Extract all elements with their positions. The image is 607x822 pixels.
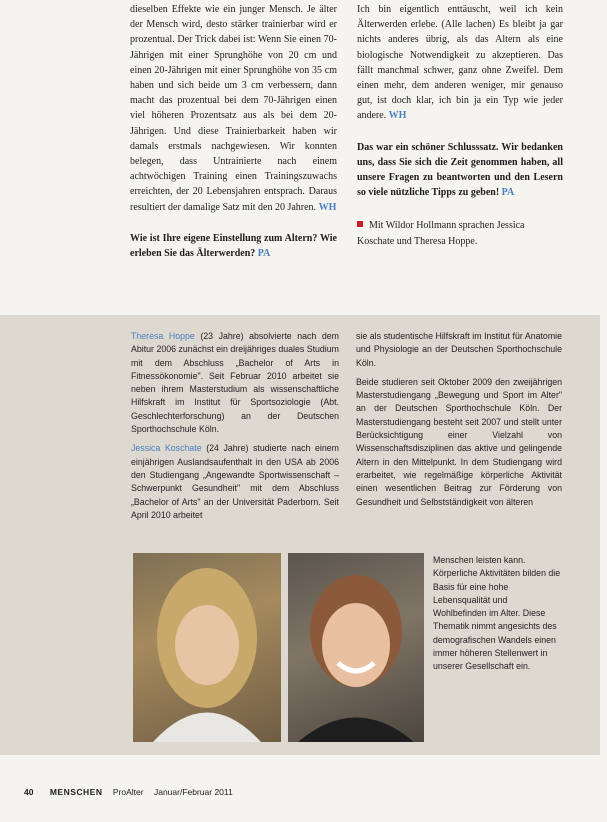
page-footer: [24, 787, 584, 797]
issue-date: Januar/Februar 2011: [153, 787, 233, 797]
interview-question: Wie ist Ihre eigene Einstellung zum Altern? Wie erleben Sie das Älterwerden? PA: [130, 232, 337, 260]
bullet-square-icon: [357, 221, 363, 227]
page-number: 40: [24, 787, 34, 797]
bio-jessica: Jessica Koschate (24 Jahre) studierte nach einem einjährigen Auslandsaufenthalt in den USA ab 2006 den Studiengang „Angewandte Sportwissenschaft – Schwerpunkt Gesundheit" mit dem Abschluss „Bachelor of Arts" an der Universität Paderborn. Seit April 2010 arbeitet: [131, 443, 339, 520]
bio-activity-text: Menschen leisten kann. Körperliche Aktivitäten bilden die Basis für eine hohe Lebensqualität und Wohlbefinden im Alter. Diese Thematik nimmt angesichts des demografischen Wandels einen immer höheren Stellenwert in unserer Gesellschaft ein.: [433, 555, 561, 672]
author-name-theresa: Theresa Hoppe: [131, 331, 195, 341]
portrait-photo-jessica: [288, 553, 424, 742]
author-name-jessica: Jessica Koschate: [131, 443, 202, 454]
bio-continuation: sie als studentische Hilfskraft im Institut für Anatomie und Physiologie an der Deutschen Sporthochschule Köln.: [356, 331, 562, 368]
portrait-photo-theresa: [133, 553, 281, 742]
bio-column-left: [131, 330, 339, 522]
interview-answer-paragraph: Ich bin eigentlich enttäuscht, weil ich kein Älterwerden erlebe. (Alle lachen) Es bleibt ja gar nichts anderes übrig, als das Altern als eine biologische Notwendigkeit zu akzeptieren. Das fällt manchmal schwer, ganz ohne Zweifel. Dem einen mehr, dem anderen weniger, mir genauso gut, ist doch klar, ich bin ja ein Typ wie jeder andere. WH: [357, 4, 563, 122]
bio-master-program: Beide studieren seit Oktober 2009 den zweijährigen Masterstudiengang „Bewegung und Sport im Alter" an der Deutschen Sporthochschule Köln. Der Masterstudiengang besteht seit 2007 und stellt unter Berücksichtigung einer Vielzahl von Wissenschaftsdisziplinen das aktive und gelingende Altern in den Mittelpunkt. In dem Studiengang wird erarbeitet, wie regelmäßige körperliche Aktivität einen wesentlichen Beitrag zur Förderung von Gesundheit und Selbstständigkeit von älteren: [356, 376, 562, 507]
bio-column-right: [356, 330, 562, 509]
speaker-tag-pa: PA: [257, 248, 271, 260]
interview-answer-paragraph: dieselben Effekte wie ein junger Mensch. Je älter der Mensch wird, desto stärker trainierbar wird er prozentual. Der Trick dabei ist: Wenn Sie einen 70-Jährigen mit einer Sprunghöhe von 20 cm und einen 20-Jährigen mit einer Sprunghöhe von 35 cm haben und sich beide um 3 cm verbessern, dann macht das prozentual bei dem 70-Jährigen einen viel höheren Prozentsatz aus als bei dem 20-Jährigen. Und diese Trainierbarkeit haben wir damals erstmals nachgewiesen. Wir konnten belegen, dass Untrainierte nach einem achtwöchigen Training einen Trainingszuwachs erreichten, der 20 Lebensjahren entsprach. Daraus resultiert der damalige Satz mit den 20 Jahren. WH: [130, 4, 337, 213]
section-title: MENSCHEN: [49, 787, 103, 797]
column-top-right: [357, 2, 563, 249]
speaker-tag-wh: WH: [388, 110, 407, 122]
portrait-illustration-1: [133, 553, 281, 742]
bio-theresa: Theresa Hoppe (23 Jahre) absolvierte nach dem Abitur 2006 zunächst ein dreijähriges duales Studium mit dem Abschluss „Bachelor of Arts in Fitnessökonomie". Seit Februar 2010 arbeitet sie neben ihrem Masterstudium als wissenschaftliche Hilfskraft im Institut für Sportsoziologie (Abt. Geschlechterforschung) an der Deutschen Sporthochschule Köln.: [131, 331, 339, 435]
interview-credit: Mit Wildor Hollmann sprachen Jessica Koschate und Theresa Hoppe.: [357, 220, 525, 247]
magazine-name: ProAlter: [112, 787, 144, 797]
bio-column-right-continued: [433, 554, 563, 674]
portrait-illustration-2: [288, 553, 424, 742]
speaker-tag-pa: PA: [501, 187, 515, 199]
closing-statement: Das war ein schöner Schlusssatz. Wir bedanken uns, dass Sie sich die Zeit genommen haben, all unsere Fragen zu beantworten und den Lesern so viele nützliche Tipps zu geben! PA: [357, 141, 563, 199]
speaker-tag-wh: WH: [318, 201, 337, 213]
column-top-left: [130, 2, 337, 261]
